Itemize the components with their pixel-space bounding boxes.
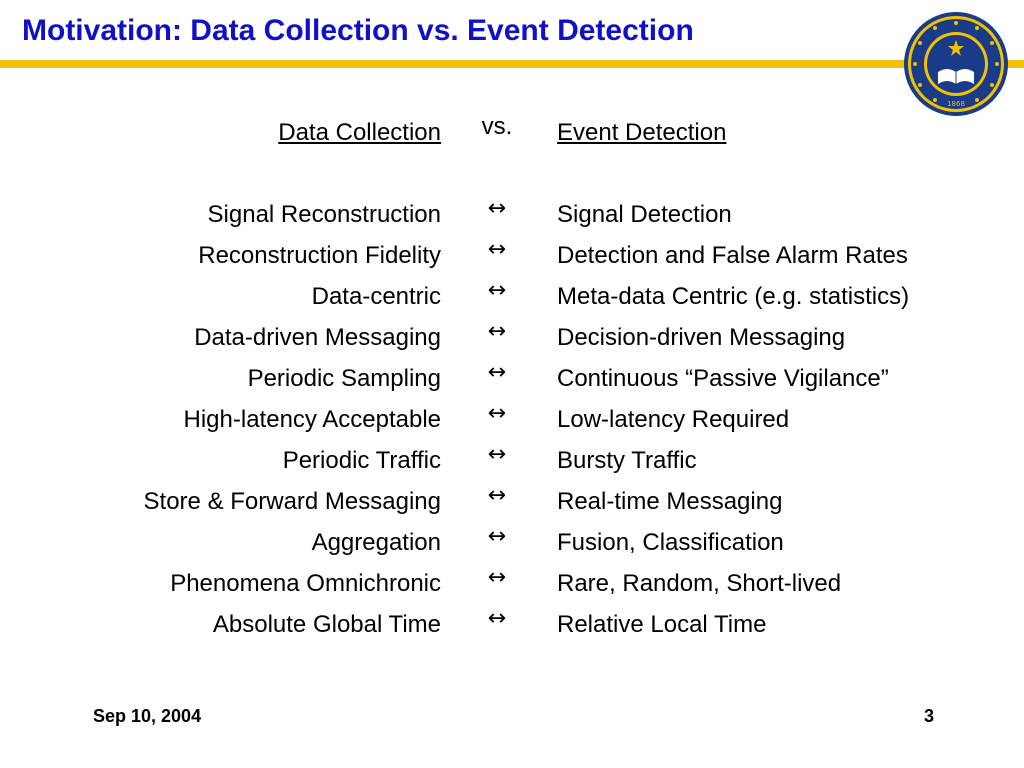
event-detection-item: Relative Local Time (557, 611, 767, 638)
separator-column (479, 106, 515, 639)
bidirectional-arrow-icon: ↔ (487, 360, 507, 385)
event-detection-item: Signal Detection (557, 201, 732, 228)
slide-title: Motivation: Data Collection vs. Event Detection (22, 14, 694, 47)
page-number: 3 (924, 706, 935, 726)
title-underline-rule (0, 60, 1024, 68)
data-collection-header: Data Collection (278, 119, 441, 146)
bidirectional-arrow-icon: ↔ (487, 442, 507, 467)
university-seal-icon (902, 10, 1010, 118)
data-collection-item: Store & Forward Messaging (143, 488, 441, 515)
bidirectional-arrow-icon: ↔ (487, 319, 507, 344)
event-detection-item: Meta-data Centric (e.g. statistics) (557, 283, 910, 310)
bidirectional-arrow-icon: ↔ (487, 483, 507, 508)
bidirectional-arrow-icon: ↔ (487, 278, 507, 303)
data-collection-item: High-latency Acceptable (183, 406, 441, 433)
event-detection-item: Decision-driven Messaging (557, 324, 846, 351)
bidirectional-arrow-icon: ↔ (487, 196, 507, 221)
data-collection-item: Reconstruction Fidelity (198, 242, 441, 269)
data-collection-item: Data-driven Messaging (194, 324, 441, 351)
vs-label: vs. (481, 113, 513, 140)
event-detection-item: Bursty Traffic (557, 447, 697, 474)
data-collection-item: Signal Reconstruction (207, 201, 441, 228)
data-collection-item: Absolute Global Time (212, 611, 441, 638)
data-collection-item: Aggregation (311, 529, 441, 556)
bidirectional-arrow-icon: ↔ (487, 237, 507, 262)
svg-text:1868: 1868 (947, 100, 965, 108)
data-collection-item: Phenomena Omnichronic (170, 570, 441, 597)
bidirectional-arrow-icon: ↔ (487, 565, 507, 590)
column-spacer (479, 147, 515, 188)
footer-date: Sep 10, 2004 (93, 706, 202, 726)
event-detection-item: Detection and False Alarm Rates (557, 242, 908, 269)
bidirectional-arrow-icon: ↔ (487, 524, 507, 549)
bidirectional-arrow-icon: ↔ (487, 606, 507, 631)
event-detection-column (557, 112, 909, 645)
data-collection-item: Periodic Traffic (282, 447, 441, 474)
event-detection-item: Rare, Random, Short-lived (557, 570, 842, 597)
bidirectional-arrow-icon: ↔ (487, 401, 507, 426)
event-detection-item: Continuous “Passive Vigilance” (557, 365, 889, 392)
event-detection-item: Real-time Messaging (557, 488, 783, 515)
event-detection-header: Event Detection (557, 119, 727, 146)
event-detection-item: Fusion, Classification (557, 529, 784, 556)
column-spacer (144, 153, 441, 194)
event-detection-item: Low-latency Required (557, 406, 790, 433)
data-collection-item: Data-centric (311, 283, 441, 310)
column-spacer (557, 153, 909, 194)
data-collection-item: Periodic Sampling (247, 365, 441, 392)
data-collection-column (144, 112, 441, 645)
